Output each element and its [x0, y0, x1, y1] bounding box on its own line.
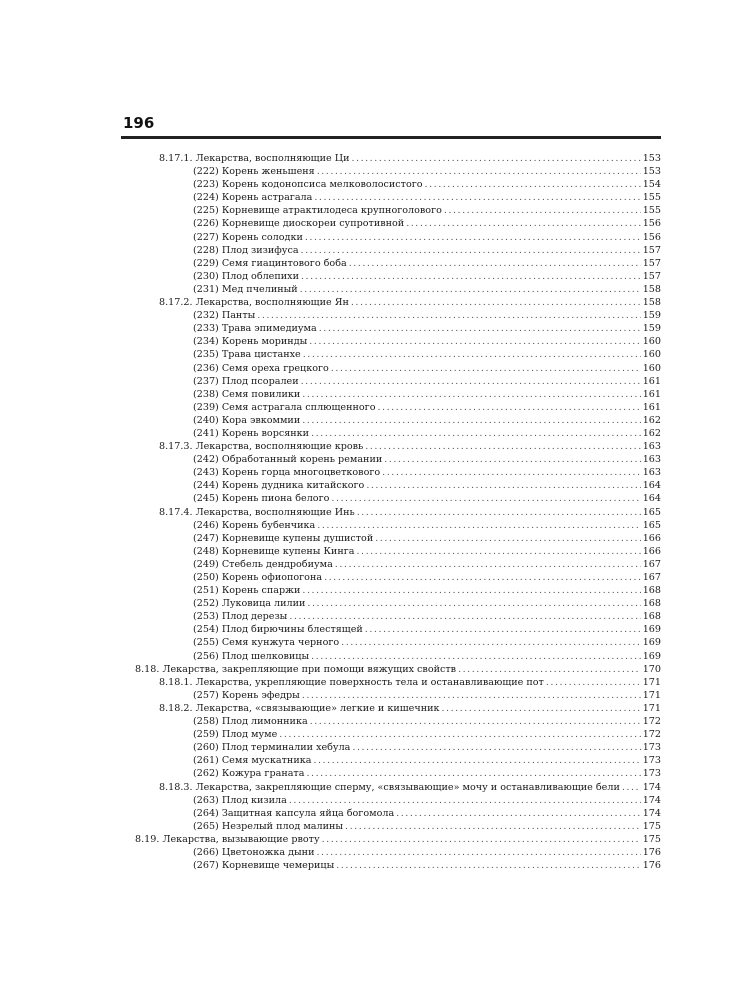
toc-entry	[121, 807, 661, 820]
toc-entry-page: 159	[642, 310, 661, 322]
toc-entry	[121, 623, 661, 636]
toc-leader-dots	[336, 859, 640, 872]
toc-entry-title: (225) Корневище атрактилодеса крупноголового	[193, 205, 442, 217]
toc-section-heading	[121, 833, 661, 846]
toc-leader-dots	[307, 597, 640, 610]
toc-entry-page: 160	[642, 362, 661, 374]
toc-leader-dots	[352, 741, 640, 754]
toc-entry-page: 174	[642, 794, 661, 806]
toc-entry-page: 174	[642, 807, 661, 819]
toc-entry	[121, 204, 661, 217]
toc-entry	[121, 178, 661, 191]
toc-entry-page: 158	[642, 283, 661, 295]
toc-entry-title: 8.18.3. Лекарства, закрепляющие сперму, «связывающие» мочу и останавливающие бели	[159, 781, 620, 793]
toc-entry-title: (245) Корень пиона белого	[193, 493, 330, 505]
toc-entry-title: (253) Плод дерезы	[193, 611, 288, 623]
toc-entry-page: 154	[642, 179, 661, 191]
toc-entry-page: 156	[642, 231, 661, 243]
page-number: 196	[123, 114, 155, 132]
toc-entry-title: (265) Незрелый плод малины	[193, 820, 344, 832]
toc-leader-dots	[458, 663, 641, 676]
toc-leader-dots	[331, 492, 640, 505]
toc-entry-title: (229) Семя гиацинтового боба	[193, 257, 347, 269]
toc-leader-dots	[319, 322, 641, 335]
toc-entry-title: (237) Плод псоралеи	[193, 375, 299, 387]
toc-entry-page: 163	[642, 454, 661, 466]
toc-section-heading	[121, 152, 661, 165]
toc-entry-title: 8.19. Лекарства, вызывающие рвоту	[135, 833, 320, 845]
toc-section-heading	[121, 296, 661, 309]
toc-entry-title: (222) Корень женьшеня	[193, 166, 315, 178]
toc-entry-page: 175	[642, 833, 661, 845]
toc-entry	[121, 257, 661, 270]
toc-entry-page: 157	[642, 244, 661, 256]
toc-leader-dots	[341, 636, 641, 649]
toc-leader-dots	[365, 440, 640, 453]
toc-entry	[121, 794, 661, 807]
toc-entry	[121, 846, 661, 859]
toc-leader-dots	[311, 650, 641, 663]
toc-leader-dots	[441, 702, 640, 715]
toc-entry-page: 169	[642, 637, 661, 649]
toc-entry-page: 175	[642, 820, 661, 832]
toc-entry-title: (263) Плод кизила	[193, 794, 287, 806]
toc-entry-title: (223) Корень кодонопсиса мелковолосистого	[193, 179, 423, 191]
toc-entry-title: (252) Луковица лилии	[193, 598, 306, 610]
toc-entry-page: 169	[642, 650, 661, 662]
toc-entry-title: (235) Трава цистанхе	[193, 349, 301, 361]
toc-entry-title: (230) Плод облепихи	[193, 270, 299, 282]
toc-entry-title: (231) Мед пчелиный	[193, 283, 298, 295]
toc-leader-dots	[310, 715, 641, 728]
toc-entry-title: (234) Корень моринды	[193, 336, 308, 348]
toc-entry-page: 160	[642, 336, 661, 348]
toc-leader-dots	[316, 846, 640, 859]
toc-entry-page: 167	[642, 558, 661, 570]
toc-entry-page: 157	[642, 257, 661, 269]
toc-entry-title: (243) Корень горца многоцветкового	[193, 467, 381, 479]
toc-leader-dots	[317, 519, 640, 532]
toc-entry	[121, 650, 661, 663]
toc-entry-title: (240) Кора эвкоммии	[193, 414, 301, 426]
toc-entry-page: 164	[642, 480, 661, 492]
toc-entry-title: 8.18.2. Лекарства, «связывающие» легкие и кишечник	[159, 702, 440, 714]
toc-entry	[121, 610, 661, 623]
toc-leader-dots	[444, 204, 641, 217]
toc-entry-page: 170	[642, 663, 661, 675]
toc-entry	[121, 859, 661, 872]
toc-entry	[121, 191, 661, 204]
toc-entry-title: (247) Корневище купены душистой	[193, 532, 374, 544]
toc-entry	[121, 348, 661, 361]
toc-entry-page: 163	[642, 441, 661, 453]
toc-entry-title: (239) Семя астрагала сплющенного	[193, 401, 376, 413]
toc-entry-page: 161	[642, 401, 661, 413]
toc-leader-dots	[406, 217, 641, 230]
toc-entry-page: 176	[642, 860, 661, 872]
toc-entry	[121, 453, 661, 466]
toc-entry	[121, 571, 661, 584]
toc-entry	[121, 270, 661, 283]
toc-leader-dots	[300, 283, 641, 296]
toc-entry	[121, 466, 661, 479]
toc-entry	[121, 532, 661, 545]
toc-entry	[121, 217, 661, 230]
toc-leader-dots	[365, 623, 641, 636]
toc-entry	[121, 401, 661, 414]
toc-leader-dots	[302, 388, 640, 401]
toc-leader-dots	[351, 152, 640, 165]
toc-entry	[121, 322, 661, 335]
toc-entry	[121, 597, 661, 610]
toc-entry-title: 8.17.1. Лекарства, восполняющие Ци	[159, 153, 350, 164]
toc-entry-page: 167	[642, 572, 661, 583]
toc-entry-page: 173	[642, 755, 661, 767]
toc-leader-dots	[382, 466, 641, 479]
toc-entry-page: 166	[642, 532, 661, 544]
toc-leader-dots	[303, 348, 641, 361]
toc-entry-page: 174	[642, 781, 661, 793]
toc-entry	[121, 728, 661, 741]
toc-leader-dots	[301, 244, 641, 257]
toc-entry-title: (238) Семя повилики	[193, 388, 301, 400]
toc-section-heading	[121, 506, 661, 519]
toc-leader-dots	[384, 453, 640, 466]
toc-entry-title: (227) Корень солодки	[193, 231, 303, 243]
toc-leader-dots	[302, 584, 640, 597]
toc-entry-title: (248) Корневище купены Кинга	[193, 545, 355, 557]
toc-entry-title: (244) Корень дудника китайского	[193, 480, 365, 492]
toc-leader-dots	[306, 767, 640, 780]
toc-entry-title: 8.17.2. Лекарства, восполняющие Ян	[159, 297, 349, 309]
toc-entry-title: (260) Плод терминалии хебула	[193, 742, 351, 754]
toc-entry	[121, 362, 661, 375]
toc-entry	[121, 741, 661, 754]
toc-entry-page: 163	[642, 467, 661, 479]
header-rule	[121, 136, 661, 139]
toc-leader-dots	[302, 689, 641, 702]
toc-entry-page: 173	[642, 768, 661, 780]
toc-entry-page: 153	[642, 166, 661, 178]
table-of-contents	[121, 152, 661, 872]
toc-entry	[121, 636, 661, 649]
toc-section-heading	[121, 702, 661, 715]
toc-entry-title: (261) Семя мускатника	[193, 755, 312, 767]
toc-entry-page: 169	[642, 624, 661, 636]
toc-entry-title: (254) Плод бирючины блестящей	[193, 624, 363, 636]
toc-entry-page: 168	[642, 611, 661, 623]
toc-entry-page: 162	[642, 414, 661, 426]
toc-entry-page: 158	[642, 297, 661, 309]
toc-entry	[121, 767, 661, 780]
toc-entry-title: (259) Плод муме	[193, 729, 278, 741]
toc-leader-dots	[351, 296, 641, 309]
toc-entry-page: 168	[642, 598, 661, 610]
toc-leader-dots	[279, 728, 640, 741]
toc-entry-title: (267) Корневище чемерицы	[193, 860, 335, 872]
toc-leader-dots	[313, 754, 640, 767]
toc-leader-dots	[314, 191, 640, 204]
toc-entry-page: 161	[642, 375, 661, 387]
toc-leader-dots	[375, 532, 640, 545]
toc-entry-title: 8.17.4. Лекарства, восполняющие Инь	[159, 506, 355, 518]
toc-entry-page: 156	[642, 218, 661, 230]
toc-leader-dots	[302, 414, 640, 427]
toc-entry	[121, 414, 661, 427]
toc-entry-title: (266) Цветоножка дыни	[193, 846, 315, 858]
toc-entry	[121, 479, 661, 492]
toc-leader-dots	[301, 270, 641, 283]
toc-entry-page: 153	[642, 153, 661, 164]
toc-entry-title: (256) Плод шелковицы	[193, 650, 310, 662]
toc-leader-dots	[309, 335, 640, 348]
toc-entry	[121, 335, 661, 348]
toc-entry-title: (233) Трава эпимедиума	[193, 323, 317, 335]
toc-entry-page: 161	[642, 388, 661, 400]
toc-entry-title: 8.18. Лекарства, закрепляющие при помощи вяжущих свойств	[135, 663, 457, 675]
toc-entry	[121, 689, 661, 702]
toc-entry-title: (236) Семя ореха грецкого	[193, 362, 329, 374]
toc-leader-dots	[356, 545, 640, 558]
toc-leader-dots	[289, 794, 641, 807]
toc-entry	[121, 309, 661, 322]
toc-leader-dots	[349, 257, 641, 270]
toc-leader-dots	[345, 820, 641, 833]
toc-section-heading	[121, 663, 661, 676]
toc-section-heading	[121, 676, 661, 689]
toc-entry-title: 8.17.3. Лекарства, восполняющие кровь	[159, 441, 364, 453]
toc-entry	[121, 558, 661, 571]
toc-entry	[121, 545, 661, 558]
toc-section-heading	[121, 781, 661, 794]
toc-leader-dots	[546, 676, 641, 689]
toc-entry	[121, 492, 661, 505]
toc-leader-dots	[377, 401, 640, 414]
toc-leader-dots	[322, 833, 641, 846]
toc-entry	[121, 584, 661, 597]
toc-entry-page: 164	[642, 493, 661, 505]
toc-entry	[121, 427, 661, 440]
toc-entry-title: (264) Защитная капсула яйца богомола	[193, 807, 395, 819]
toc-entry-page: 172	[642, 729, 661, 741]
toc-entry-title: (258) Плод лимонника	[193, 716, 308, 728]
toc-entry-title: (246) Корень бубенчика	[193, 519, 316, 531]
toc-entry-title: (251) Корень спаржи	[193, 585, 301, 597]
toc-entry-title: (224) Корень астрагала	[193, 192, 313, 204]
toc-entry-title: (242) Обработанный корень ремании	[193, 454, 383, 466]
toc-leader-dots	[425, 178, 641, 191]
toc-leader-dots	[305, 231, 641, 244]
toc-entry-page: 165	[642, 506, 661, 518]
toc-entry	[121, 165, 661, 178]
toc-entry-page: 162	[642, 427, 661, 439]
toc-entry-page: 159	[642, 323, 661, 335]
toc-leader-dots	[335, 558, 641, 571]
toc-leader-dots	[366, 479, 640, 492]
toc-entry-page: 173	[642, 742, 661, 754]
toc-entry-page: 171	[642, 676, 661, 688]
toc-leader-dots	[324, 571, 641, 584]
toc-entry-title: (262) Кожура граната	[193, 768, 305, 780]
toc-entry	[121, 388, 661, 401]
toc-entry-title: (228) Плод зизифуса	[193, 244, 299, 256]
toc-entry-page: 168	[642, 585, 661, 597]
toc-entry-page: 171	[642, 702, 661, 714]
toc-entry	[121, 375, 661, 388]
toc-section-heading	[121, 440, 661, 453]
toc-leader-dots	[311, 427, 641, 440]
toc-entry	[121, 519, 661, 532]
toc-entry-title: (232) Панты	[193, 310, 256, 322]
toc-leader-dots	[357, 506, 641, 519]
toc-entry	[121, 244, 661, 257]
toc-entry-title: (241) Корень ворсянки	[193, 427, 310, 439]
toc-leader-dots	[301, 375, 641, 388]
toc-entry	[121, 283, 661, 296]
toc-leader-dots	[331, 362, 641, 375]
toc-entry	[121, 231, 661, 244]
toc-entry-page: 176	[642, 846, 661, 858]
toc-leader-dots	[622, 781, 641, 794]
toc-entry-title: (257) Корень эфедры	[193, 689, 300, 701]
toc-entry-page: 155	[642, 205, 661, 217]
toc-entry-page: 172	[642, 716, 661, 728]
toc-entry	[121, 754, 661, 767]
toc-entry-page: 166	[642, 545, 661, 557]
toc-leader-dots	[289, 610, 640, 623]
toc-leader-dots	[257, 309, 640, 322]
toc-entry-page: 157	[642, 270, 661, 282]
toc-entry-page: 155	[642, 192, 661, 204]
toc-entry-title: 8.18.1. Лекарства, укрепляющие поверхность тела и останавливающие пот	[159, 676, 544, 688]
toc-leader-dots	[317, 165, 641, 178]
toc-entry-title: (255) Семя кунжута черного	[193, 637, 340, 649]
toc-entry-page: 165	[642, 519, 661, 531]
toc-entry-page: 171	[642, 689, 661, 701]
toc-leader-dots	[396, 807, 641, 820]
toc-entry	[121, 715, 661, 728]
toc-entry	[121, 820, 661, 833]
toc-entry-page: 160	[642, 349, 661, 361]
toc-entry-title: (226) Корневище диоскореи супротивной	[193, 218, 405, 230]
toc-entry-title: (249) Стебель дендробиума	[193, 558, 333, 570]
toc-entry-title: (250) Корень офиопогона	[193, 572, 323, 583]
